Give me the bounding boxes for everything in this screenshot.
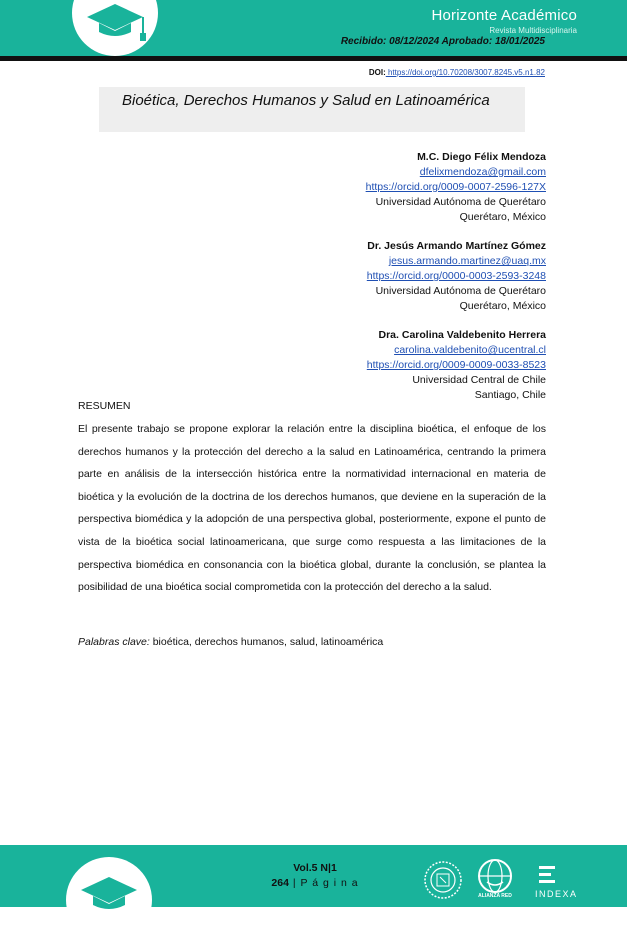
author-name: Dra. Carolina Valdebenito Herrera	[378, 329, 546, 341]
article-title: Bioética, Derechos Humanos y Salud en Latinoamérica	[122, 92, 490, 109]
indexa-label: INDEXA	[535, 889, 578, 899]
author-orcid[interactable]: https://orcid.org/0009-0007-2596-127X	[365, 181, 546, 193]
author-block	[366, 239, 546, 314]
author-email[interactable]: dfelixmendoza@gmail.com	[419, 166, 546, 178]
author-list	[366, 150, 546, 417]
keywords-label: Palabras clave:	[78, 636, 150, 648]
keywords-text: bioética, derechos humanos, salud, latinoamérica	[149, 636, 384, 648]
author-email[interactable]: carolina.valdebenito@ucentral.cl	[394, 344, 546, 356]
author-location: Querétaro, México	[459, 300, 546, 312]
received-approved-dates: Recibido: 08/12/2024 Aprobado: 18/01/2025	[340, 36, 545, 47]
abstract-heading: RESUMEN	[78, 400, 131, 412]
author-block	[366, 328, 546, 403]
page-num: 264	[271, 877, 289, 889]
page-label: | P á g i n a	[288, 877, 359, 889]
author-name: Dr. Jesús Armando Martínez Gómez	[367, 240, 546, 252]
doi-line	[369, 68, 545, 77]
indexa-icon	[537, 864, 557, 886]
author-name: M.C. Diego Félix Mendoza	[417, 151, 546, 163]
title-box	[99, 87, 525, 132]
seal-icon	[422, 859, 464, 901]
author-institution: Universidad Central de Chile	[412, 374, 546, 386]
alianza-globe-icon	[477, 858, 513, 894]
author-email[interactable]: jesus.armando.martinez@uaq.mx	[388, 255, 546, 267]
graduation-cap-icon	[66, 857, 152, 943]
journal-name: Horizonte Académico	[431, 7, 577, 24]
volume-number: Vol.5 N|1	[293, 862, 337, 874]
footer-logo	[66, 857, 152, 943]
graduation-cap-icon	[72, 0, 158, 56]
page-number	[250, 877, 380, 889]
author-orcid[interactable]: https://orcid.org/0000-0003-2593-3248	[366, 270, 546, 282]
author-location: Querétaro, México	[459, 211, 546, 223]
journal-subtitle: Revista Multidisciplinaria	[489, 26, 577, 35]
author-block	[366, 150, 546, 225]
abstract-text: El presente trabajo se propone explorar la relación entre la disciplina bioética, el enfoque de los derechos humanos y la protección del derecho a la salud en Latinoamérica, centrando la primera parte en análisis de la intersección histórica entre la normatividad internacional en materia de bioética y la evolución de la doctrina de los derechos humanos, que deviene en la superación de la perspectiva biomédica y la adopción de una perspectiva global, posteriormente, expone el punto de vista de la bioética social latinoamericana, que surge como respuesta a las limitaciones de la perspectiva biomédica en consonancia con la bioética global, durante la conclusión, se plantea la posibilidad de una bioética social comprometida con la protección del derecho a la salud.	[78, 423, 546, 594]
journal-logo	[72, 0, 158, 56]
doi-label: DOI:	[368, 68, 386, 77]
alianza-label: ALIANZA RED	[478, 893, 512, 899]
header-divider	[0, 56, 627, 61]
author-orcid[interactable]: https://orcid.org/0009-0009-0033-8523	[366, 359, 546, 371]
author-location: Santiago, Chile	[474, 389, 546, 401]
keywords-line	[78, 636, 383, 648]
author-institution: Universidad Autónoma de Querétaro	[375, 196, 546, 208]
author-institution: Universidad Autónoma de Querétaro	[375, 285, 546, 297]
doi-link[interactable]: https://doi.org/10.70208/3007.8245.v5.n1.82	[385, 68, 545, 77]
